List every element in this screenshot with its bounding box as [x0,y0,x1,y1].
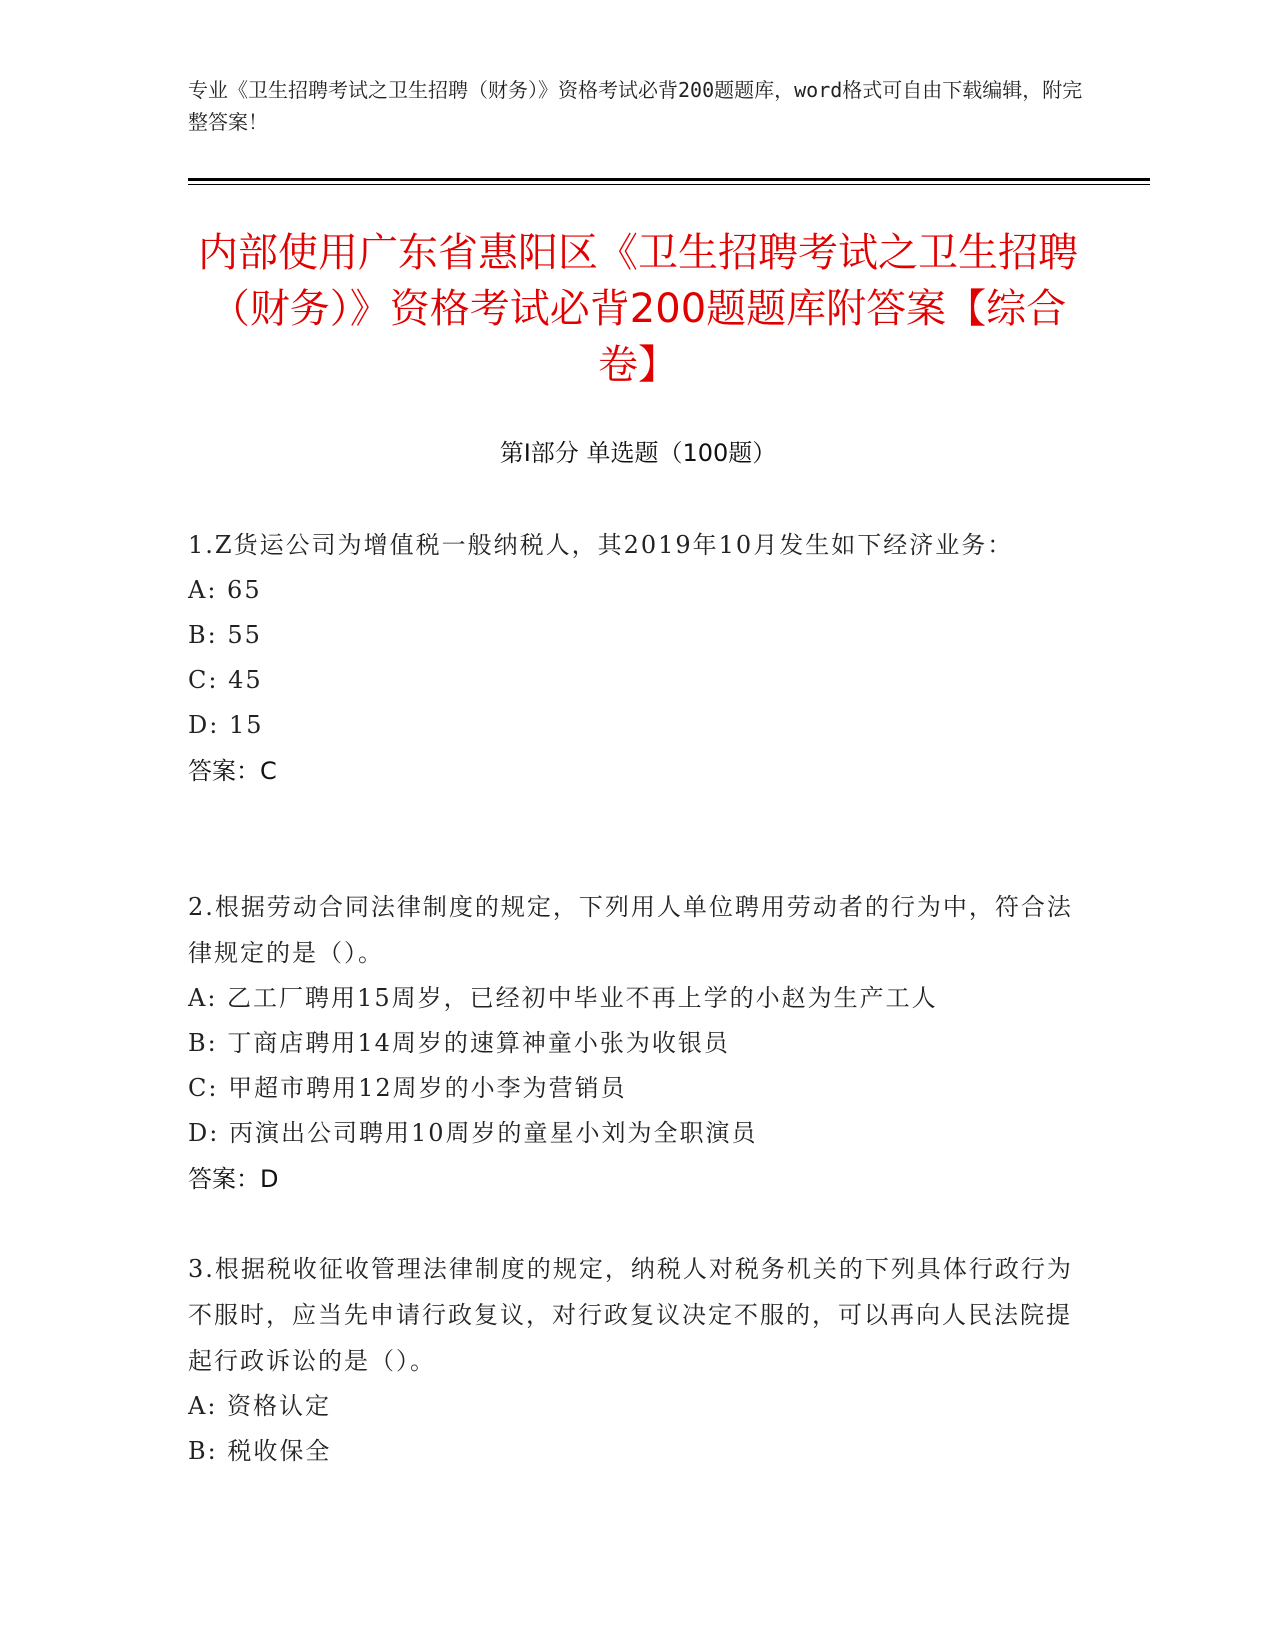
header-rule-thin [188,184,1150,185]
option-c: C: 甲超市聘用12周岁的小李为营销员 [188,1074,627,1102]
option-a: A: 资格认定 [188,1392,332,1420]
option-b: B: 税收保全 [188,1437,332,1465]
question-2 [188,884,1088,1202]
option-a: A: 乙工厂聘用15周岁，已经初中毕业不再上学的小赵为生产工人 [188,984,938,1012]
question-stem: 3.根据税收征收管理法律制度的规定，纳税人对税务机关的下列具体行政行为不服时，应当先申请行政复议，对行政复议决定不服的，可以再向人民法院提起行政诉讼的是（）。 [188,1255,1073,1375]
question-stem: 1.Z货运公司为增值税一般纳税人，其2019年10月发生如下经济业务： [188,531,1014,559]
option-c: C: 45 [188,666,263,694]
option-b: B: 55 [188,621,262,649]
question-1 [188,522,1088,794]
answer: 答案：D [188,1165,279,1193]
document-title: 内部使用广东省惠阳区《卫生招聘考试之卫生招聘（财务）》资格考试必背200题题库附答案【综合卷】 [198,230,1078,388]
question-3 [188,1246,1088,1474]
header-rule-thick [188,178,1150,181]
question-stem: 2.根据劳动合同法律制度的规定，下列用人单位聘用劳动者的行为中，符合法律规定的是（）。 [188,893,1073,967]
option-b: B: 丁商店聘用14周岁的速算神童小张为收银员 [188,1029,730,1057]
section-heading: 第Ⅰ部分 单选题（100题） [499,439,777,467]
option-d: D: 丙演出公司聘用10周岁的童星小刘为全职演员 [188,1119,758,1147]
option-a: A: 65 [188,576,262,604]
header-note: 专业《卫生招聘考试之卫生招聘（财务）》资格考试必背200题题库，word格式可自由下载编辑，附完整答案！ [188,78,1083,134]
option-d: D: 15 [188,711,264,739]
answer: 答案：C [188,757,277,785]
